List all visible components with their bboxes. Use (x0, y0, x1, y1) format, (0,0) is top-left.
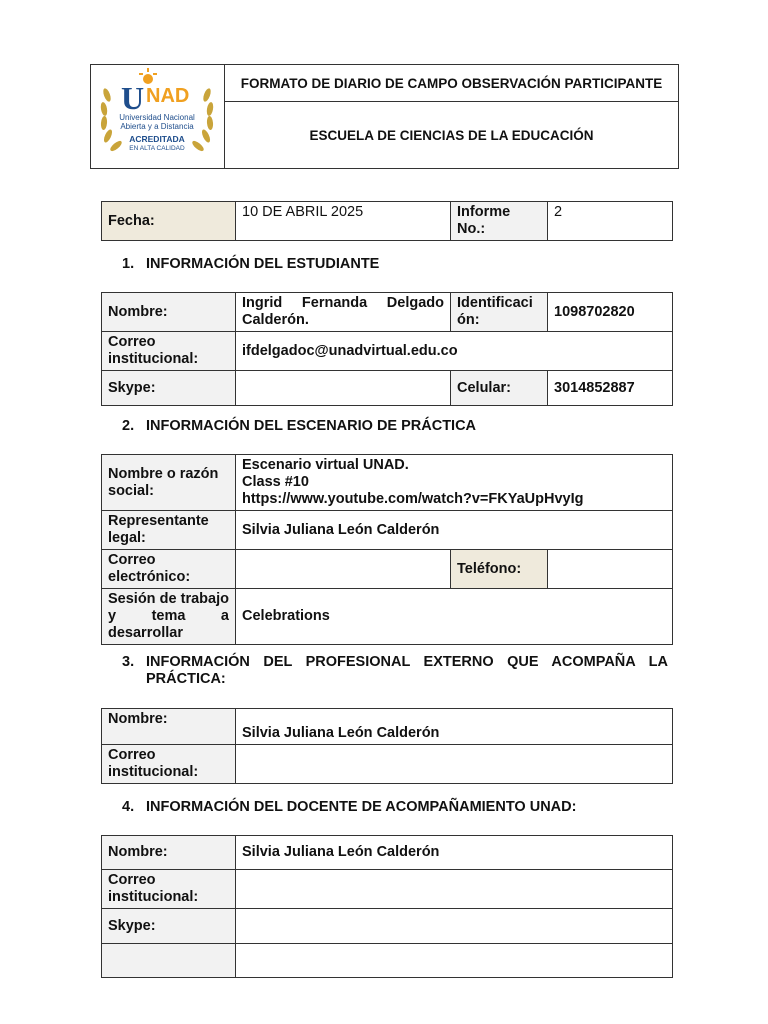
section3-title-line1: INFORMACIÓN DEL PROFESIONAL EXTERNO QUE ACOMPAÑA LA (146, 654, 668, 670)
teacher-skype-label: Skype: (102, 909, 236, 944)
teacher-extra-value (236, 944, 673, 978)
scenario-correo-label: Correo electrónico: (102, 550, 236, 589)
student-id-label: Identificación: (451, 293, 548, 332)
fecha-label: Fecha: (102, 202, 236, 241)
scenario-sesion-value: Celebrations (236, 589, 673, 645)
teacher-skype-value (236, 909, 673, 944)
student-table (101, 292, 673, 406)
logo-badge1: ACREDITADA (129, 134, 185, 144)
external-correo-value (236, 745, 673, 784)
logo-u-letter: U (121, 80, 145, 116)
student-celular-value: 3014852887 (548, 371, 673, 406)
student-celular-label: Celular: (451, 371, 548, 406)
scenario-table (101, 454, 673, 645)
logo-line2: Abierta y a Distancia (120, 122, 194, 131)
scenario-razon-label: Nombre o razón social: (102, 455, 236, 511)
section2-title: INFORMACIÓN DEL ESCENARIO DE PRÁCTICA (146, 418, 477, 434)
unad-logo (91, 65, 223, 163)
teacher-correo-label: Correo institucional: (102, 870, 236, 909)
scenario-correo-value (236, 550, 451, 589)
logo-cell (91, 65, 225, 169)
scenario-razon-line1: Escenario virtual UNAD. (242, 457, 409, 473)
teacher-correo-value (236, 870, 673, 909)
section4-number: 4. (122, 799, 135, 815)
student-skype-value (236, 371, 451, 406)
informe-label: Informe No.: (451, 202, 548, 241)
section1-title: INFORMACIÓN DEL ESTUDIANTE (146, 256, 380, 272)
student-id-value: 1098702820 (548, 293, 673, 332)
teacher-table (101, 835, 673, 978)
teacher-nombre-value: Silvia Juliana León Calderón (236, 836, 673, 870)
section4-title: INFORMACIÓN DEL DOCENTE DE ACOMPAÑAMIENTO UNAD: (146, 799, 577, 815)
external-table (101, 708, 673, 784)
student-correo-value: ifdelgadoc@unadvirtual.edu.co (236, 332, 673, 371)
section1-heading (122, 256, 379, 273)
teacher-extra-label (102, 944, 236, 978)
scenario-razon-value (236, 455, 673, 511)
header-subtitle: ESCUELA DE CIENCIAS DE LA EDUCACIÓN (225, 102, 679, 169)
section2-number: 2. (122, 418, 135, 434)
student-skype-label: Skype: (102, 371, 236, 406)
fecha-value: 10 DE ABRIL 2025 (236, 202, 451, 241)
report-table (101, 201, 673, 241)
logo-line1: Universidad Nacional (119, 113, 195, 122)
external-nombre-value: Silvia Juliana León Calderón (236, 709, 673, 745)
logo-nad-letters: NAD (146, 85, 190, 107)
section3-heading (122, 654, 668, 688)
scenario-rep-value: Silvia Juliana León Calderón (236, 511, 673, 550)
scenario-tel-value (548, 550, 673, 589)
student-correo-label: Correo institucional: (102, 332, 236, 371)
scenario-tel-label: Teléfono: (451, 550, 548, 589)
scenario-sesion-label: Sesión de trabajo y tema a desarrollar (102, 589, 236, 645)
logo-badge2: EN ALTA CALIDAD (129, 145, 185, 152)
external-nombre-label: Nombre: (102, 709, 236, 745)
section1-number: 1. (122, 256, 135, 272)
scenario-razon-line2: Class #10 (242, 474, 309, 490)
external-correo-label: Correo institucional: (102, 745, 236, 784)
student-nombre-label: Nombre: (102, 293, 236, 332)
section4-heading (122, 799, 576, 816)
section3-title-line2: PRÁCTICA: (146, 671, 226, 687)
header-table (90, 64, 679, 169)
teacher-nombre-label: Nombre: (102, 836, 236, 870)
header-title: FORMATO DE DIARIO DE CAMPO OBSERVACIÓN PARTICIPANTE (225, 65, 679, 102)
informe-value: 2 (548, 202, 673, 241)
scenario-razon-link[interactable]: https://www.youtube.com/watch?v=FKYaUpHvyIg (242, 491, 584, 507)
section3-number: 3. (122, 654, 135, 670)
student-nombre-value: Ingrid Fernanda Delgado Calderón. (236, 293, 451, 332)
section2-heading (122, 418, 476, 435)
scenario-rep-label: Representante legal: (102, 511, 236, 550)
